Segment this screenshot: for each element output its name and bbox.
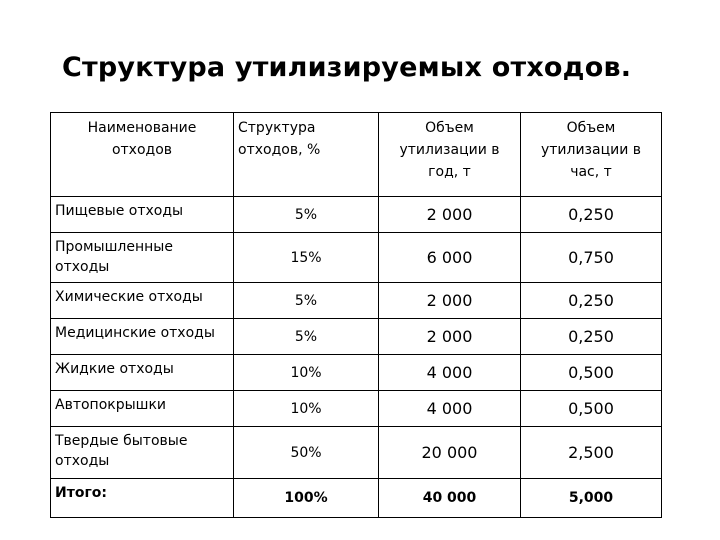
row-per-year: 2 000 — [379, 319, 521, 355]
row-per-year: 20 000 — [379, 427, 521, 479]
table-row — [51, 391, 662, 427]
row-name: Химические отходы — [51, 283, 234, 319]
total-per-hour: 5,000 — [521, 479, 662, 518]
row-share: 5% — [234, 319, 379, 355]
row-share: 10% — [234, 391, 379, 427]
row-per-year: 2 000 — [379, 283, 521, 319]
total-name: Итого: — [51, 479, 234, 518]
row-share: 15% — [234, 233, 379, 283]
table-row — [51, 283, 662, 319]
page-title: Структура утилизируемых отходов. — [62, 52, 632, 83]
table-total-row — [51, 479, 662, 518]
row-name: Медицинские отходы — [51, 319, 234, 355]
row-per-year: 2 000 — [379, 197, 521, 233]
total-per-year: 40 000 — [379, 479, 521, 518]
row-share: 10% — [234, 355, 379, 391]
row-per-hour: 0,250 — [521, 283, 662, 319]
total-share: 100% — [234, 479, 379, 518]
row-per-year: 4 000 — [379, 391, 521, 427]
row-per-hour: 0,500 — [521, 391, 662, 427]
row-name: Твердые бытовые отходы — [51, 427, 234, 479]
table-row — [51, 319, 662, 355]
row-per-hour: 0,250 — [521, 197, 662, 233]
row-per-year: 6 000 — [379, 233, 521, 283]
row-name: Пищевые отходы — [51, 197, 234, 233]
row-share: 50% — [234, 427, 379, 479]
header-volume-hour: Объем утилизации в час, т — [521, 113, 662, 197]
row-share: 5% — [234, 283, 379, 319]
waste-table — [50, 112, 662, 518]
table-header-row — [51, 113, 662, 197]
row-share: 5% — [234, 197, 379, 233]
header-volume-year: Объем утилизации в год, т — [379, 113, 521, 197]
row-per-hour: 0,250 — [521, 319, 662, 355]
row-name: Промышленные отходы — [51, 233, 234, 283]
row-name: Жидкие отходы — [51, 355, 234, 391]
table-row — [51, 197, 662, 233]
table-row — [51, 427, 662, 479]
row-per-year: 4 000 — [379, 355, 521, 391]
header-structure: Структура отходов, % — [234, 113, 379, 197]
row-per-hour: 2,500 — [521, 427, 662, 479]
row-name: Автопокрышки — [51, 391, 234, 427]
table-row — [51, 355, 662, 391]
row-per-hour: 0,500 — [521, 355, 662, 391]
header-waste-name: Наименование отходов — [51, 113, 234, 197]
row-per-hour: 0,750 — [521, 233, 662, 283]
table-row — [51, 233, 662, 283]
